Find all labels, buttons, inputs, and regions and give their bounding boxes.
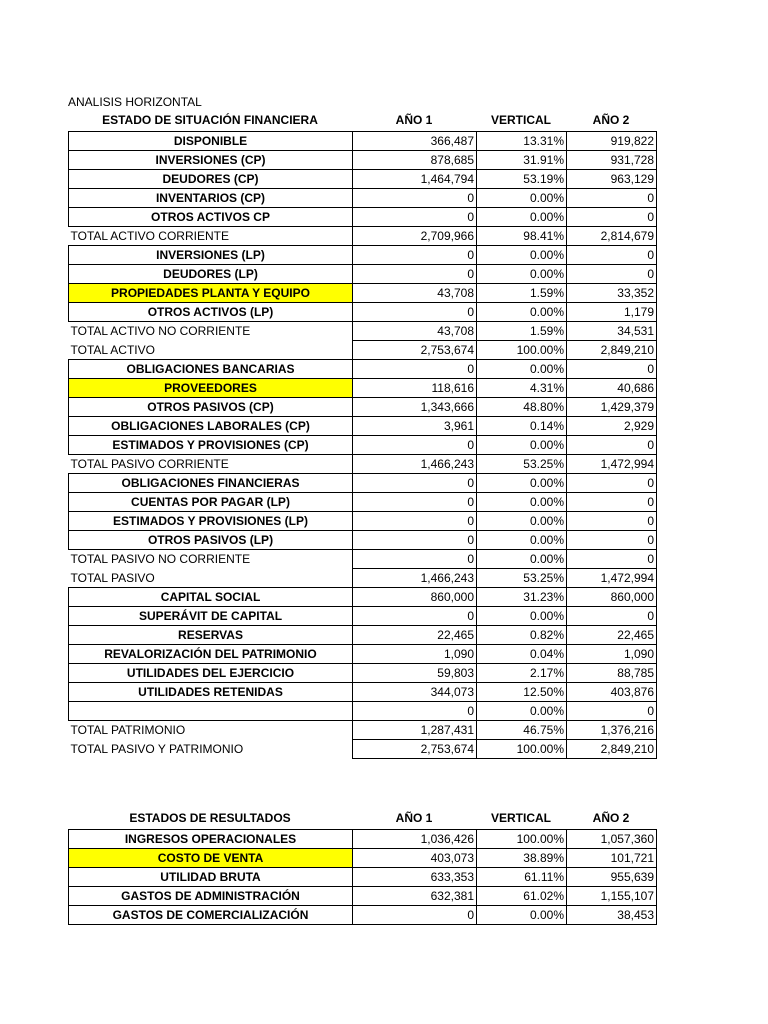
- table-row: [69, 417, 657, 436]
- table-row: [69, 887, 657, 906]
- table-row: [69, 868, 657, 887]
- year1-value: 2,753,674: [353, 740, 477, 759]
- table-row: [69, 455, 657, 474]
- row-label: INVERSIONES (CP): [69, 151, 353, 170]
- row-label: OBLIGACIONES FINANCIERAS: [69, 474, 353, 493]
- year1-value: 22,465: [353, 626, 477, 645]
- row-label: CUENTAS POR PAGAR (LP): [69, 493, 353, 512]
- vertical-value: 0.00%: [477, 189, 567, 208]
- vertical-value: 0.00%: [477, 702, 567, 721]
- row-label: INGRESOS OPERACIONALES: [69, 830, 353, 849]
- row-label: OTROS PASIVOS (LP): [69, 531, 353, 550]
- table-row: [69, 170, 657, 189]
- vertical-value: 100.00%: [477, 830, 567, 849]
- vertical-value: 0.00%: [477, 906, 567, 925]
- year1-value: 1,090: [353, 645, 477, 664]
- year2-value: 0: [567, 265, 657, 284]
- row-label: PROVEEDORES: [69, 379, 353, 398]
- vertical-value: 53.25%: [477, 455, 567, 474]
- year2-value: 1,179: [567, 303, 657, 322]
- results-header-name: ESTADOS DE RESULTADOS: [129, 811, 291, 825]
- table-row: [69, 284, 657, 303]
- table-row: [69, 303, 657, 322]
- vertical-value: 0.04%: [477, 645, 567, 664]
- row-label: PROPIEDADES PLANTA Y EQUIPO: [69, 284, 353, 303]
- year1-value: 59,803: [353, 664, 477, 683]
- year2-value: 1,155,107: [567, 887, 657, 906]
- row-label: TOTAL ACTIVO: [70, 342, 155, 357]
- row-label: TOTAL ACTIVO CORRIENTE: [70, 229, 229, 243]
- year2-value: 22,465: [567, 626, 657, 645]
- table-row: [69, 721, 657, 740]
- vertical-value: 2.17%: [477, 664, 567, 683]
- year2-value: 1,057,360: [567, 830, 657, 849]
- vertical-value: 38.89%: [477, 849, 567, 868]
- year2-value: 0: [567, 607, 657, 626]
- vertical-value: 0.00%: [477, 550, 567, 569]
- year1-value: 0: [353, 493, 477, 512]
- balance-sheet-table: [68, 131, 657, 759]
- table-row: [69, 645, 657, 664]
- year2-value: 88,785: [567, 664, 657, 683]
- table-row: [69, 379, 657, 398]
- row-label: OBLIGACIONES LABORALES (CP): [69, 417, 353, 436]
- year1-value: 0: [353, 208, 477, 227]
- year2-value: 1,472,994: [567, 455, 657, 474]
- row-label: TOTAL ACTIVO NO CORRIENTE: [70, 324, 251, 339]
- balance-header-name: ESTADO DE SITUACIÓN FINANCIERA: [102, 113, 318, 127]
- vertical-value: 0.00%: [477, 493, 567, 512]
- table-row: [69, 151, 657, 170]
- year1-value: 0: [353, 303, 477, 322]
- year1-value: 0: [353, 550, 477, 569]
- year1-value: 878,685: [353, 151, 477, 170]
- row-label: TOTAL PASIVO CORRIENTE: [70, 457, 229, 471]
- vertical-value: 0.00%: [477, 246, 567, 265]
- row-label: UTILIDADES RETENIDAS: [69, 683, 353, 702]
- row-label: COSTO DE VENTA: [69, 849, 353, 868]
- vertical-value: 48.80%: [477, 398, 567, 417]
- row-label: RESERVAS: [69, 626, 353, 645]
- balance-header-year2: AÑO 2: [592, 113, 630, 127]
- row-label: SUPERÁVIT DE CAPITAL: [69, 607, 353, 626]
- table-row: [69, 189, 657, 208]
- year2-value: 2,849,210: [567, 341, 657, 360]
- year2-value: 955,639: [567, 868, 657, 887]
- year2-value: 1,472,994: [567, 569, 657, 588]
- year2-value: 931,728: [567, 151, 657, 170]
- row-label: CAPITAL SOCIAL: [69, 588, 353, 607]
- vertical-value: 0.00%: [477, 360, 567, 379]
- year2-value: 0: [567, 189, 657, 208]
- vertical-value: 13.31%: [477, 132, 567, 151]
- year1-value: 0: [353, 702, 477, 721]
- year1-value: 2,753,674: [353, 341, 477, 360]
- year2-value: 0: [567, 474, 657, 493]
- year1-value: 0: [353, 531, 477, 550]
- table-row: [69, 849, 657, 868]
- year1-value: 0: [353, 474, 477, 493]
- vertical-value: 61.11%: [477, 868, 567, 887]
- year2-value: 403,876: [567, 683, 657, 702]
- year1-value: 0: [353, 906, 477, 925]
- row-label: DISPONIBLE: [69, 132, 353, 151]
- row-label: GASTOS DE COMERCIALIZACIÓN: [69, 906, 353, 925]
- row-label: [69, 702, 353, 721]
- vertical-value: 4.31%: [477, 379, 567, 398]
- year1-value: 43,708: [353, 322, 477, 341]
- year2-value: 38,453: [567, 906, 657, 925]
- year2-value: 1,429,379: [567, 398, 657, 417]
- table-row: [69, 740, 657, 759]
- year1-value: 1,464,794: [353, 170, 477, 189]
- year2-value: 0: [567, 493, 657, 512]
- year1-value: 0: [353, 189, 477, 208]
- vertical-value: 0.00%: [477, 474, 567, 493]
- year2-value: 0: [567, 246, 657, 265]
- vertical-value: 1.59%: [477, 284, 567, 303]
- vertical-value: 0.00%: [477, 436, 567, 455]
- year2-value: 0: [567, 208, 657, 227]
- table-row: [69, 906, 657, 925]
- year2-value: 0: [567, 436, 657, 455]
- year2-value: 963,129: [567, 170, 657, 189]
- vertical-value: 0.00%: [477, 303, 567, 322]
- year1-value: 633,353: [353, 868, 477, 887]
- table-row: [69, 341, 657, 360]
- vertical-value: 53.25%: [477, 569, 567, 588]
- year1-value: 1,343,666: [353, 398, 477, 417]
- table-row: [69, 626, 657, 645]
- table-row: [69, 683, 657, 702]
- year1-value: 1,036,426: [353, 830, 477, 849]
- vertical-value: 100.00%: [477, 740, 567, 759]
- year1-value: 0: [353, 607, 477, 626]
- year2-value: 0: [567, 512, 657, 531]
- page-title: ANALISIS HORIZONTAL: [68, 95, 202, 109]
- table-row: [69, 227, 657, 246]
- table-row: [69, 322, 657, 341]
- table-row: [69, 830, 657, 849]
- year2-value: 1,090: [567, 645, 657, 664]
- year2-value: 2,814,679: [567, 227, 657, 246]
- table-row: [69, 493, 657, 512]
- results-header-year2: AÑO 2: [592, 811, 630, 825]
- year1-value: 403,073: [353, 849, 477, 868]
- year2-value: 0: [567, 550, 657, 569]
- row-label: INVERSIONES (LP): [69, 246, 353, 265]
- year1-value: 344,073: [353, 683, 477, 702]
- vertical-value: 0.00%: [477, 208, 567, 227]
- table-row: [69, 550, 657, 569]
- year2-value: 0: [567, 360, 657, 379]
- vertical-value: 0.82%: [477, 626, 567, 645]
- vertical-value: 0.14%: [477, 417, 567, 436]
- vertical-value: 61.02%: [477, 887, 567, 906]
- year1-value: 632,381: [353, 887, 477, 906]
- table-row: [69, 664, 657, 683]
- row-label: UTILIDADES DEL EJERCICIO: [69, 664, 353, 683]
- vertical-value: 12.50%: [477, 683, 567, 702]
- row-label: ESTIMADOS Y PROVISIONES (CP): [69, 436, 353, 455]
- table-row: [69, 702, 657, 721]
- row-label: DEUDORES (LP): [69, 265, 353, 284]
- year1-value: 0: [353, 265, 477, 284]
- row-label: INVENTARIOS (CP): [69, 189, 353, 208]
- vertical-value: 46.75%: [477, 721, 567, 740]
- table-row: [69, 132, 657, 151]
- row-label: OTROS ACTIVOS CP: [69, 208, 353, 227]
- year2-value: 919,822: [567, 132, 657, 151]
- year2-value: 860,000: [567, 588, 657, 607]
- year2-value: 33,352: [567, 284, 657, 303]
- year1-value: 1,466,243: [353, 455, 477, 474]
- balance-header-year1: AÑO 1: [395, 113, 433, 127]
- year1-value: 0: [353, 436, 477, 455]
- vertical-value: 0.00%: [477, 512, 567, 531]
- balance-header-vertical: VERTICAL: [491, 113, 551, 127]
- vertical-value: 0.00%: [477, 265, 567, 284]
- table-row: [69, 531, 657, 550]
- results-header-vertical: VERTICAL: [491, 811, 551, 825]
- row-label: TOTAL PASIVO NO CORRIENTE: [70, 552, 251, 567]
- year1-value: 860,000: [353, 588, 477, 607]
- row-label: ESTIMADOS Y PROVISIONES (LP): [69, 512, 353, 531]
- table-row: [69, 607, 657, 626]
- results-header-year1: AÑO 1: [395, 811, 433, 825]
- row-label: DEUDORES (CP): [69, 170, 353, 189]
- year1-value: 366,487: [353, 132, 477, 151]
- year2-value: 2,929: [567, 417, 657, 436]
- year1-value: 0: [353, 512, 477, 531]
- year1-value: 43,708: [353, 284, 477, 303]
- table-row: [69, 265, 657, 284]
- year1-value: 0: [353, 360, 477, 379]
- vertical-value: 1.59%: [477, 322, 567, 341]
- row-label: TOTAL PASIVO Y PATRIMONIO: [70, 742, 244, 756]
- row-label: REVALORIZACIÓN DEL PATRIMONIO: [69, 645, 353, 664]
- row-label: OTROS PASIVOS (CP): [69, 398, 353, 417]
- year2-value: 2,849,210: [567, 740, 657, 759]
- vertical-value: 0.00%: [477, 531, 567, 550]
- table-row: [69, 246, 657, 265]
- vertical-value: 100.00%: [477, 341, 567, 360]
- year2-value: 0: [567, 531, 657, 550]
- vertical-value: 53.19%: [477, 170, 567, 189]
- row-label: UTILIDAD BRUTA: [69, 868, 353, 887]
- year1-value: 118,616: [353, 379, 477, 398]
- year1-value: 2,709,966: [353, 227, 477, 246]
- year1-value: 3,961: [353, 417, 477, 436]
- year2-value: 0: [567, 702, 657, 721]
- table-row: [69, 569, 657, 588]
- year1-value: 0: [353, 246, 477, 265]
- vertical-value: 31.23%: [477, 588, 567, 607]
- vertical-value: 0.00%: [477, 607, 567, 626]
- row-label: TOTAL PASIVO: [70, 570, 155, 585]
- year1-value: 1,287,431: [353, 721, 477, 740]
- table-row: [69, 398, 657, 417]
- year2-value: 1,376,216: [567, 721, 657, 740]
- table-row: [69, 436, 657, 455]
- table-row: [69, 360, 657, 379]
- year1-value: 1,466,243: [353, 569, 477, 588]
- row-label: GASTOS DE ADMINISTRACIÓN: [69, 887, 353, 906]
- year2-value: 101,721: [567, 849, 657, 868]
- table-row: [69, 208, 657, 227]
- year2-value: 40,686: [567, 379, 657, 398]
- table-row: [69, 512, 657, 531]
- vertical-value: 98.41%: [477, 227, 567, 246]
- year2-value: 34,531: [567, 322, 657, 341]
- row-label: TOTAL PATRIMONIO: [70, 723, 186, 738]
- row-label: OTROS ACTIVOS (LP): [69, 303, 353, 322]
- row-label: OBLIGACIONES BANCARIAS: [69, 360, 353, 379]
- table-row: [69, 474, 657, 493]
- table-row: [69, 588, 657, 607]
- vertical-value: 31.91%: [477, 151, 567, 170]
- income-statement-table: [68, 829, 657, 925]
